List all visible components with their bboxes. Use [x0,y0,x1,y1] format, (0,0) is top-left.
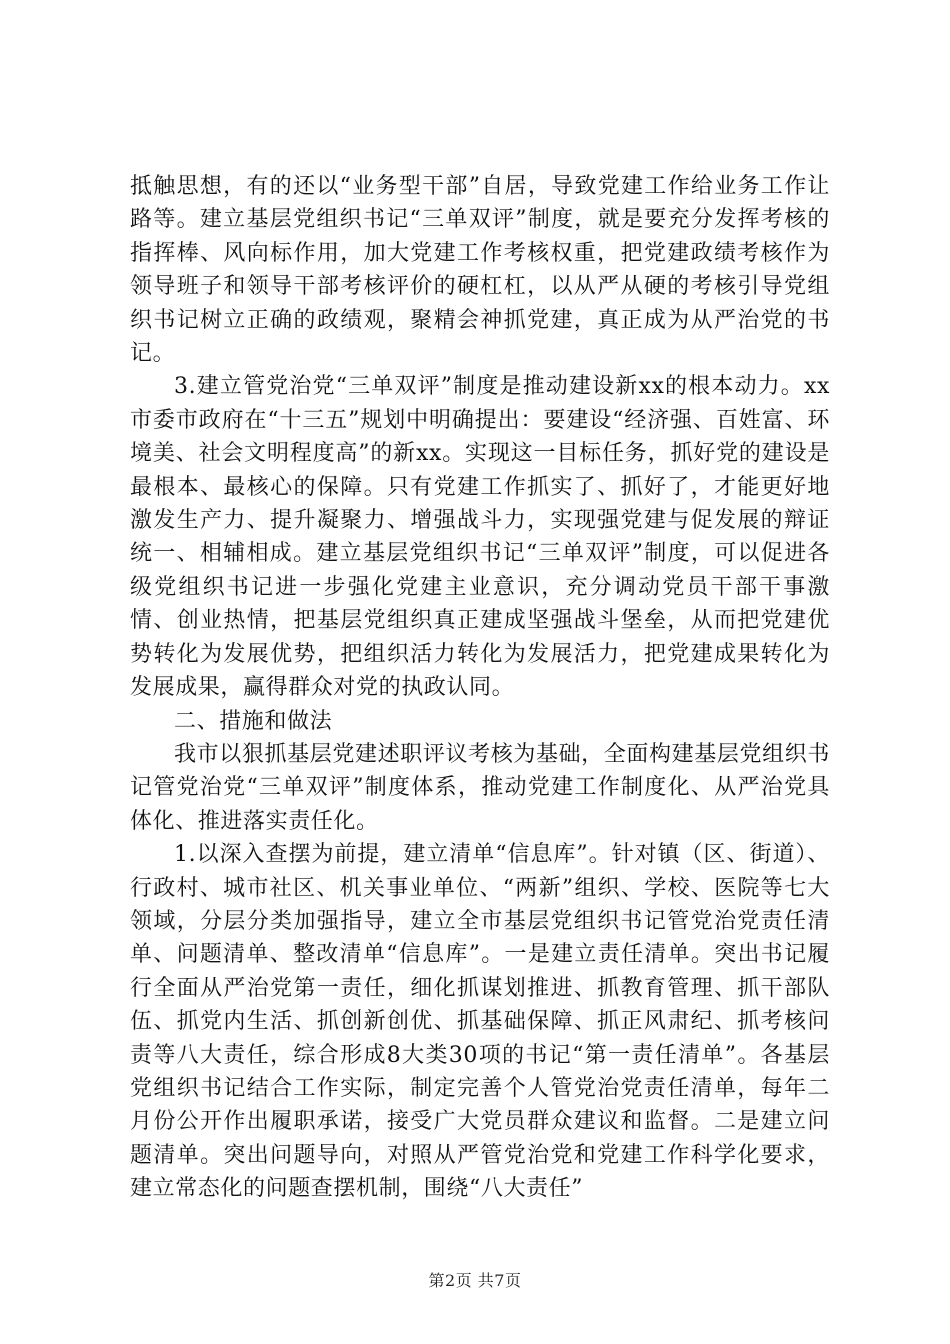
section-heading-measures: 二、措施和做法 [174,708,333,734]
paragraph-2: 3.建立管党治党“三单双评”制度是推动建设新xx的根本动力。xx市委市政府在“十三五”规划中明确提出：要建设“经济强、百姓富、环境美、社会文明程度高”的新xx。实现这一目标任务，抓好党的建设是最根本、最核心的保障。只有党建工作抓实了、抓好了，才能更好地激发生产力、提升凝聚力、增强战斗力，实现强党建与促发展的辩证统一、相辅相成。建立基层党组织书记“三单双评”制度，可以促进各级党组织书记进一步强化党建主业意识，充分调动党员干部干事激情、创业热情，把基层党组织真正建成坚强战斗堡垒，从而把党建优势转化为发展优势，把组织活力转化为发展活力，把党建成果转化为发展成果，赢得群众对党的执政认同。 [130,374,830,701]
paragraph-1: 抵触思想，有的还以“业务型干部”自居，导致党建工作给业务工作让路等。建立基层党组织书记“三单双评”制度，就是要充分发挥考核的指挥棒、风向标作用，加大党建工作考核权重，把党建政绩考核作为领导班子和领导干部考核评价的硬杠杠，以从严从硬的考核引导党组织书记树立正确的政绩观，聚精会神抓党建，真正成为从严治党的书记。 [130,174,830,367]
paragraph-4: 我市以狠抓基层党建述职评议考核为基础，全面构建基层党组织书记管党治党“三单双评”制度体系，推动党建工作制度化、从严治党具体化、推进落实责任化。 [130,741,830,834]
paragraph-5: 1.以深入查摆为前提，建立清单“信息库”。针对镇（区、街道）、行政村、城市社区、机关事业单位、“两新”组织、学校、医院等七大领域，分层分类加强指导，建立全市基层党组织书记管党治党责任清单、问题清单、整改清单“信息库”。一是建立责任清单。突出书记履行全面从严治党第一责任，细化抓谋划推进、抓教育管理、抓干部队伍、抓党内生活、抓创新创优、抓基础保障、抓正风肃纪、抓考核问责等八大责任，综合形成8大类30项的书记“第一责任清单”。各基层党组织书记结合工作实际，制定完善个人管党治党责任清单，每年二月份公开作出履职承诺，接受广大党员群众建议和监督。二是建立问题清单。突出问题导向，对照从严管党治党和党建工作科学化要求，建立常态化的问题查摆机制，围绕“八大责任” [130,842,830,1202]
page-footer: 第2页 共7页 [428,1271,522,1290]
document-body [130,170,830,1206]
